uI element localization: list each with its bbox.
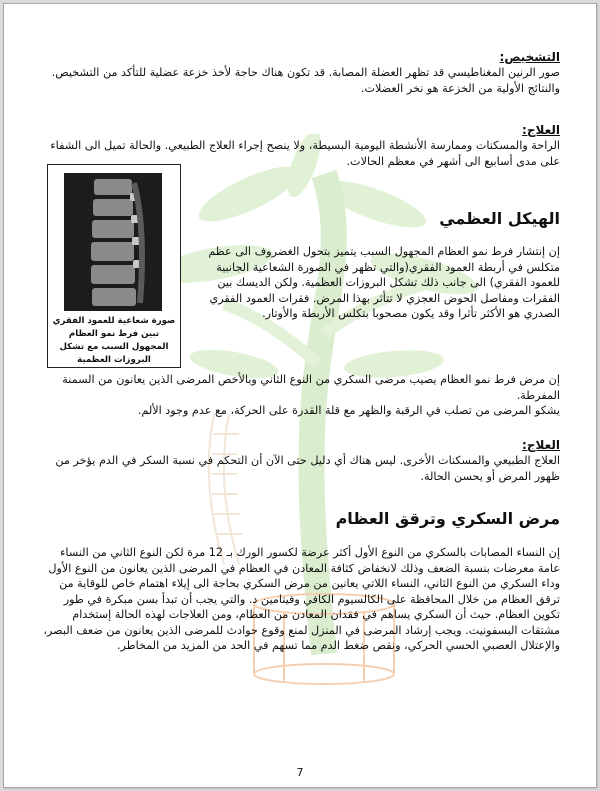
treatment-heading-2: العلاج: <box>522 438 560 452</box>
xray-caption: صورة شعاعية للعمود الفقري تبين فرط نمو العظام المجهول السبب مع تشكل البروزات العظمية <box>52 316 176 365</box>
treatment-heading-1: العلاج: <box>522 123 560 137</box>
skeletal-paragraph-block-2 <box>40 372 560 419</box>
treatment-paragraph-1: الراحة والمسكنات وممارسة الأنشطة اليومية البسيطة، ولا ينصح إجراء العلاج الطبيعي. والحالة تميل الى الشفاء على مدى أسابيع الى أشهر في معظم الحالات. <box>50 139 560 168</box>
osteoporosis-heading: مرض السكري وترقق العظام <box>335 509 560 528</box>
spine-xray-image <box>64 173 162 311</box>
skeletal-heading: الهيكل العظمي <box>439 209 560 228</box>
skeletal-title <box>194 209 560 229</box>
osteoporosis-paragraph-block <box>40 545 560 654</box>
document-page <box>3 3 597 788</box>
xray-figure <box>47 164 181 368</box>
treatment-section-1 <box>40 122 560 169</box>
diagnosis-section <box>40 49 560 96</box>
diagnosis-heading: التشخيص: <box>499 50 560 64</box>
page-number: 7 <box>296 766 304 779</box>
skeletal-paragraph-1: إن إنتشار فرط نمو العظام المجهول السبب يتميز بتحول الغضروف الى عظم متكلس في أربطة العمود الفقري(والتي تظهر في الصورة الشعاعية الجانبية للعمود الفقري) الى جانب ذلك تشكل البروزات العظمية. ولكن الديسك بين الفقرات ومفاصل الحوض العجزي لا تتأثر بهذا المرض. فقرات العمود الفقري الصدري هو الأكثر تأثرا وقد يكون مصحوبا بتكلس الأربطة والأوتار. <box>208 245 560 320</box>
treatment-section-2 <box>40 437 560 484</box>
osteoporosis-title <box>40 509 560 529</box>
osteoporosis-paragraph: إن النساء المصابات بالسكري من النوع الأول أكثر عرضة لكسور الورك بـ 12 مرة لكن النوع الثاني من النساء عامة معرضات بنسبة الضعف وذلك لانخفاض كثافة المعادن في العظام في المرضى الذين يعانون من النوع الأول وداء السكري من النوع الثاني، النساء اللاتي يعانين من مرض السكري بحاجة الى إيلاء اهتمام خاص للوقاية من ترقق العظام من خلال المحافظة على الكالسيوم الكافي وفيتامين د. والتي يجب أن تبدأ بسن مبكرة في طور تكوين العظام. حيث أن السكري يساهم في فقدان المعادن من العظام، ومن العلاجات لهذه الحالة إستخدام مشتقات البسفونيت. ويجب إرشاد المرضى في المنزل لمنع وقوع حوادث للمرضى الذين يعانون من ضعف البصر، والإعتلال العصبي الحسي الحركي، ونقص ضغط الدم مما تسهم في الحد من المزيد من المخاطر. <box>43 546 560 652</box>
skeletal-paragraph-3: يشكو المرضى من تصلب في الرقبة والظهر مع قلة القدرة على الحركة، مع عدم وجود الألم. <box>137 404 560 417</box>
skeletal-paragraph-2: إن مرض فرط نمو العظام يصيب مرضى السكري من النوع الثاني وبالأخص المرضى الذين يعانون من السمنة المفرطة. <box>62 373 560 402</box>
treatment-paragraph-2: العلاج الطبيعي والمسكنات الأخرى. ليس هناك أي دليل حتى الآن أن التحكم في نسبة السكر في الدم يؤخر من ظهور المرض أو يحسن الحالة. <box>55 454 560 483</box>
skeletal-paragraph-block <box>204 244 560 322</box>
diagnosis-paragraph: صور الرنين المغناطيسي قد تظهر العضلة المصابة. قد تكون هناك حاجة لأخذ خزعة عضلية للتأكد من التشخيص. والنتائج الأولية من الخزعة هو نخر العضلات. <box>51 66 560 95</box>
